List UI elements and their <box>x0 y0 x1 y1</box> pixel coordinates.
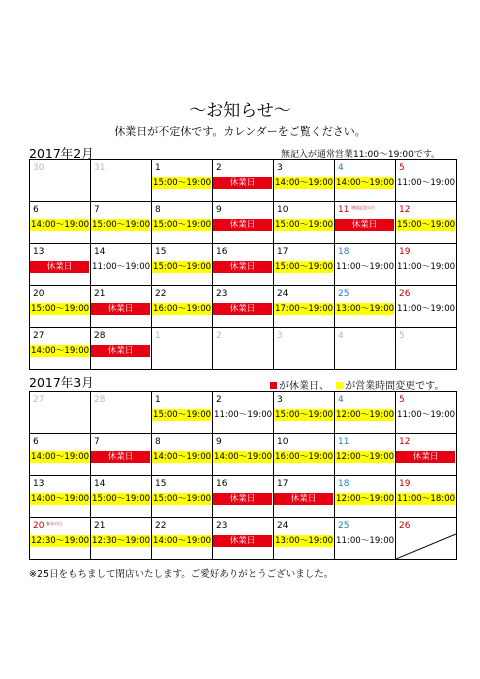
calendar-day-cell <box>213 286 274 328</box>
changed-hours-label: 13:00～19:00 <box>336 304 394 314</box>
day-number: 1 <box>155 331 161 341</box>
day-number: 28 <box>94 395 106 405</box>
day-number: 20 <box>33 289 45 299</box>
regular-hours-label: 11:00～19:00 <box>397 178 455 188</box>
closed-day-label: 休業日 <box>213 177 272 189</box>
day-number: 7 <box>94 437 100 447</box>
calendar-day-cell <box>152 392 213 434</box>
day-number: 14 <box>94 479 106 489</box>
calendar-day-cell <box>152 518 213 560</box>
changed-hours-label: 12:00～19:00 <box>336 494 394 504</box>
changed-hours-label: 14:00～19:00 <box>153 452 211 462</box>
month-label-feb: 2017年2月 <box>29 146 94 161</box>
calendar-march <box>29 391 457 560</box>
day-number: 3 <box>277 331 283 341</box>
changed-hours-label: 12:00～19:00 <box>336 410 394 420</box>
day-number: 22 <box>155 521 167 531</box>
day-number: 26 <box>399 289 411 299</box>
calendar-day-cell <box>335 160 396 202</box>
day-number: 15 <box>155 479 167 489</box>
closing-notice: ※25日をもちまして閉店いたします。ご愛好ありがとうございました。 <box>29 569 334 580</box>
day-number: 2 <box>216 395 222 405</box>
day-number: 3 <box>277 395 283 405</box>
calendar-day-cell <box>30 392 91 434</box>
calendar-week <box>30 476 457 518</box>
calendar-day-cell <box>335 434 396 476</box>
changed-hours-label: 15:00～19:00 <box>397 220 455 230</box>
calendar-day-cell <box>152 202 213 244</box>
changed-hours-label: 14:00～19:00 <box>275 178 333 188</box>
day-number: 17 <box>277 479 289 489</box>
closed-day-label: 休業日 <box>274 493 333 505</box>
calendar-day-cell <box>335 476 396 518</box>
day-number: 4 <box>338 331 344 341</box>
holiday-note: 建国記念の日 <box>351 205 375 210</box>
closed-day-label: 休業日 <box>91 303 150 315</box>
day-number: 1 <box>155 395 161 405</box>
changed-swatch-icon <box>336 382 343 389</box>
day-number: 3 <box>277 163 283 173</box>
calendar-february <box>29 159 457 370</box>
calendar-day-cell <box>396 286 457 328</box>
calendar-day-cell <box>274 286 335 328</box>
calendar-day-cell <box>91 160 152 202</box>
day-number: 15 <box>155 247 167 257</box>
legend-changed-text: が営業時間変更です。 <box>345 381 445 392</box>
holiday-note: 春分の日 <box>46 521 62 526</box>
calendar-day-cell <box>274 202 335 244</box>
day-number: 16 <box>216 479 228 489</box>
calendar-week <box>30 160 457 202</box>
calendar-day-cell <box>30 286 91 328</box>
calendar-day-cell <box>274 434 335 476</box>
calendar-day-cell <box>152 434 213 476</box>
changed-hours-label: 13:00～19:00 <box>275 536 333 546</box>
day-number: 27 <box>33 395 45 405</box>
changed-hours-label: 15:00～19:00 <box>275 220 333 230</box>
page-subtitle: 休業日が不定休です。カレンダーをご覧ください。 <box>114 125 366 138</box>
regular-hours-label: 11:00～19:00 <box>397 262 455 272</box>
day-number: 28 <box>94 331 106 341</box>
changed-hours-label: 14:00～19:00 <box>31 494 89 504</box>
regular-hours-note: 無記入が通常営業11:00～19:00です。 <box>281 150 441 160</box>
calendar-day-cell <box>30 476 91 518</box>
calendar-day-cell <box>335 392 396 434</box>
closed-day-label: 休業日 <box>396 451 455 463</box>
diagonal-line <box>396 534 456 559</box>
day-number: 21 <box>94 289 106 299</box>
calendar-day-cell <box>91 518 152 560</box>
calendar-week <box>30 202 457 244</box>
changed-hours-label: 14:00～19:00 <box>31 346 89 356</box>
day-number: 31 <box>94 163 106 173</box>
calendar-week <box>30 518 457 560</box>
day-number: 18 <box>338 479 350 489</box>
closed-day-label: 休業日 <box>213 535 272 547</box>
calendar-day-cell <box>213 434 274 476</box>
calendar-day-cell <box>30 328 91 370</box>
day-number: 23 <box>216 289 228 299</box>
changed-hours-label: 15:00～19:00 <box>31 304 89 314</box>
regular-hours-label: 11:00～19:00 <box>336 536 394 546</box>
month-label-mar: 2017年3月 <box>29 375 94 390</box>
day-number: 7 <box>94 205 100 215</box>
calendar-day-cell <box>274 160 335 202</box>
calendar-day-cell <box>335 202 396 244</box>
day-number: 5 <box>399 331 405 341</box>
changed-hours-label: 11:00～18:00 <box>397 494 455 504</box>
changed-hours-label: 15:00～19:00 <box>153 494 211 504</box>
day-number: 1 <box>155 163 161 173</box>
day-number: 5 <box>399 395 405 405</box>
changed-hours-label: 15:00～19:00 <box>275 262 333 272</box>
changed-hours-label: 17:00～19:00 <box>275 304 333 314</box>
calendar-day-cell <box>396 392 457 434</box>
calendar-day-cell <box>30 434 91 476</box>
closed-day-label: 休業日 <box>91 451 150 463</box>
day-number: 26 <box>399 521 411 531</box>
changed-hours-label: 14:00～19:00 <box>336 178 394 188</box>
calendar-day-cell <box>30 518 91 560</box>
day-number: 24 <box>277 521 289 531</box>
day-number: 19 <box>399 247 411 257</box>
changed-hours-label: 15:00～19:00 <box>92 494 150 504</box>
day-number: 17 <box>277 247 289 257</box>
day-number: 5 <box>399 163 405 173</box>
calendar-day-cell <box>91 202 152 244</box>
legend <box>270 377 444 392</box>
day-number: 16 <box>216 247 228 257</box>
day-number: 12 <box>399 437 411 447</box>
calendar-day-cell <box>213 392 274 434</box>
calendar-day-cell <box>396 518 457 560</box>
calendar-day-cell <box>152 328 213 370</box>
calendar-day-cell <box>91 286 152 328</box>
changed-hours-label: 16:00～19:00 <box>275 452 333 462</box>
page-title: ～お知らせ～ <box>189 101 291 121</box>
calendar-day-cell <box>213 518 274 560</box>
day-number: 11 <box>338 205 350 215</box>
day-number: 30 <box>33 163 45 173</box>
changed-hours-label: 14:00～19:00 <box>31 452 89 462</box>
closed-day-label: 休業日 <box>91 345 150 357</box>
regular-hours-label: 11:00～19:00 <box>214 410 272 420</box>
regular-hours-label: 11:00～19:00 <box>92 262 150 272</box>
day-number: 2 <box>216 331 222 341</box>
calendar-day-cell <box>335 286 396 328</box>
day-number: 13 <box>33 247 45 257</box>
day-number: 9 <box>216 205 222 215</box>
closed-swatch-icon <box>270 382 277 389</box>
calendar-day-cell <box>30 244 91 286</box>
calendar-day-cell <box>213 328 274 370</box>
changed-hours-label: 15:00～19:00 <box>92 220 150 230</box>
day-number: 27 <box>33 331 45 341</box>
day-number: 21 <box>94 521 106 531</box>
day-number: 4 <box>338 395 344 405</box>
closed-day-label: 休業日 <box>213 261 272 273</box>
calendar-week <box>30 244 457 286</box>
calendar-day-cell <box>274 518 335 560</box>
calendar-day-cell <box>91 476 152 518</box>
calendar-day-cell <box>396 476 457 518</box>
regular-hours-label: 11:00～19:00 <box>397 410 455 420</box>
changed-hours-label: 15:00～19:00 <box>153 220 211 230</box>
closed-day-label: 休業日 <box>213 493 272 505</box>
day-number: 22 <box>155 289 167 299</box>
changed-hours-label: 12:30～19:00 <box>31 536 89 546</box>
closed-day-label: 休業日 <box>213 219 272 231</box>
calendar-day-cell <box>152 476 213 518</box>
day-number: 19 <box>399 479 411 489</box>
calendar-day-cell <box>274 392 335 434</box>
day-number: 8 <box>155 205 161 215</box>
changed-hours-label: 16:00～19:00 <box>153 304 211 314</box>
calendar-day-cell <box>274 476 335 518</box>
calendar-day-cell <box>91 392 152 434</box>
day-number: 8 <box>155 437 161 447</box>
calendar-day-cell <box>91 328 152 370</box>
day-number: 4 <box>338 163 344 173</box>
calendar-week <box>30 286 457 328</box>
day-number: 6 <box>33 437 39 447</box>
changed-hours-label: 15:00～19:00 <box>153 410 211 420</box>
day-number: 2 <box>216 163 222 173</box>
changed-hours-label: 14:00～19:00 <box>214 452 272 462</box>
changed-hours-label: 15:00～19:00 <box>153 178 211 188</box>
calendar-day-cell <box>396 160 457 202</box>
changed-hours-label: 14:00～19:00 <box>31 220 89 230</box>
calendar-day-cell <box>396 244 457 286</box>
calendar-day-cell <box>91 244 152 286</box>
day-number: 20 <box>33 521 45 531</box>
calendar-day-cell <box>213 476 274 518</box>
calendar-week <box>30 434 457 476</box>
calendar-day-cell <box>213 202 274 244</box>
day-number: 25 <box>338 289 350 299</box>
closed-store-diagonal <box>396 518 456 559</box>
legend-closed-text: が休業日、 <box>279 381 329 392</box>
changed-hours-label: 15:00～19:00 <box>153 262 211 272</box>
closed-day-label: 休業日 <box>335 219 394 231</box>
calendar-day-cell <box>396 202 457 244</box>
changed-hours-label: 12:00～19:00 <box>336 452 394 462</box>
changed-hours-label: 12:30～19:00 <box>92 536 150 546</box>
calendar-day-cell <box>396 434 457 476</box>
calendar-day-cell <box>335 328 396 370</box>
day-number: 23 <box>216 521 228 531</box>
calendar-week <box>30 392 457 434</box>
calendar-day-cell <box>274 244 335 286</box>
day-number: 14 <box>94 247 106 257</box>
calendar-day-cell <box>335 244 396 286</box>
calendar-day-cell <box>152 160 213 202</box>
calendar-day-cell <box>30 160 91 202</box>
day-number: 24 <box>277 289 289 299</box>
calendar-day-cell <box>152 286 213 328</box>
calendar-day-cell <box>396 328 457 370</box>
changed-hours-label: 14:00～19:00 <box>153 536 211 546</box>
day-number: 6 <box>33 205 39 215</box>
calendar-day-cell <box>335 518 396 560</box>
closed-day-label: 休業日 <box>213 303 272 315</box>
closed-day-label: 休業日 <box>30 261 89 273</box>
regular-hours-label: 11:00～19:00 <box>336 262 394 272</box>
changed-hours-label: 15:00～19:00 <box>275 410 333 420</box>
calendar-day-cell <box>213 160 274 202</box>
calendar-day-cell <box>274 328 335 370</box>
day-number: 18 <box>338 247 350 257</box>
calendar-day-cell <box>213 244 274 286</box>
regular-hours-label: 11:00～19:00 <box>397 304 455 314</box>
calendar-day-cell <box>91 434 152 476</box>
calendar-week <box>30 328 457 370</box>
day-number: 13 <box>33 479 45 489</box>
day-number: 25 <box>338 521 350 531</box>
day-number: 9 <box>216 437 222 447</box>
day-number: 10 <box>277 205 289 215</box>
day-number: 10 <box>277 437 289 447</box>
calendar-day-cell <box>152 244 213 286</box>
calendar-day-cell <box>30 202 91 244</box>
day-number: 11 <box>338 437 350 447</box>
day-number: 12 <box>399 205 411 215</box>
